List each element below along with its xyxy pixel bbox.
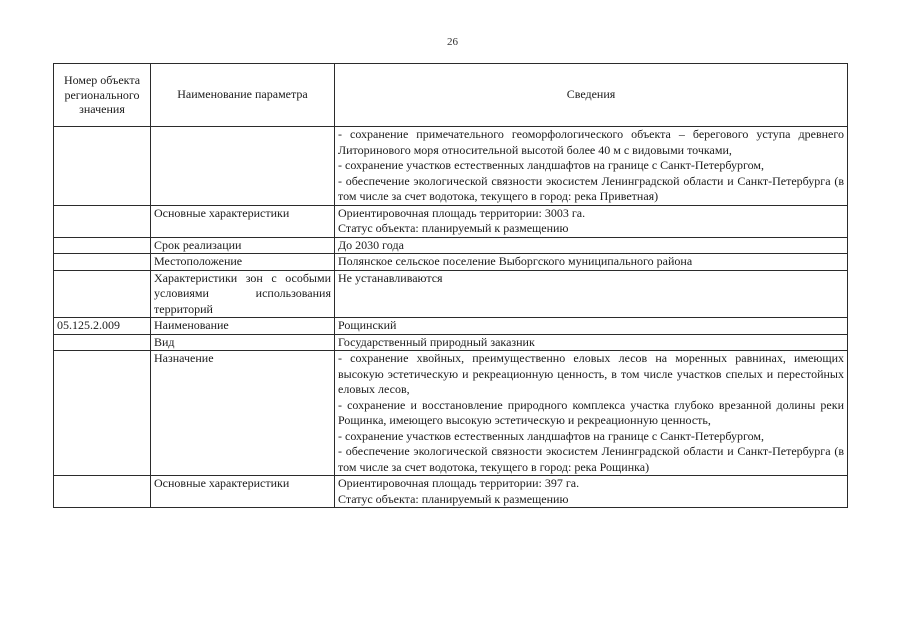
object-number-cell (54, 334, 151, 351)
parameter-name-cell: Местоположение (151, 254, 335, 271)
parameter-name-cell: Основные характеристики (151, 205, 335, 237)
detail-line: - сохранение участков естественных ландшафтов на границе с Санкт-Петербургом, (338, 428, 765, 443)
table-row (54, 127, 848, 206)
detail-line: - обеспечение экологической связности экосистем Ленинградской области и Санкт-Петербурга (в том числе за счет водотока, текущего в город: река Приветная) (338, 173, 844, 203)
details-cell: Не устанавливаются (335, 270, 848, 318)
detail-line: Статус объекта: планируемый к размещению (338, 221, 569, 235)
header-parameter-name: Наименование параметра (151, 64, 335, 127)
parameter-name-cell (151, 127, 335, 206)
table-row (54, 351, 848, 476)
object-number-cell (54, 205, 151, 237)
object-number-cell (54, 351, 151, 476)
parameter-name-cell: Наименование (151, 318, 335, 335)
detail-line: Ориентировочная площадь территории: 3003 га. (338, 205, 586, 220)
object-number-cell (54, 254, 151, 271)
object-number-cell (54, 270, 151, 318)
parameter-name-cell: Характеристики зон с особыми условиями использования территорий (151, 270, 335, 318)
detail-line: - сохранение примечательного геоморфологического объекта – берегового уступа древнего Литоринового моря относительной высотой более 40 м с видовыми точками, (338, 127, 844, 157)
detail-line: - сохранение хвойных, преимущественно еловых лесов на моренных равнинах, имеющих высокую эстетическую и рекреационную ценность, в том числе участков спелых и перестойных еловых лесов, (338, 351, 844, 396)
header-details: Сведения (335, 64, 848, 127)
table-header-row (54, 64, 848, 127)
parameter-name-cell: Вид (151, 334, 335, 351)
object-number-cell (54, 476, 151, 508)
detail-line: Ориентировочная площадь территории: 397 га. (338, 476, 580, 490)
details-cell: Государственный природный заказник (335, 334, 848, 351)
object-number-cell: 05.125.2.009 (54, 318, 151, 335)
details-cell (335, 205, 848, 237)
details-cell: Полянское сельское поселение Выборгского муниципального района (335, 254, 848, 271)
table-row (54, 334, 848, 351)
object-number-cell (54, 237, 151, 254)
details-cell (335, 351, 848, 476)
table-row (54, 270, 848, 318)
detail-line: - сохранение и восстановление природного комплекса участка глубоко врезанной долины реки Рощинка, имеющего высокую эстетическую и рекреационную ценность, (338, 397, 844, 427)
table-row (54, 254, 848, 271)
object-number-cell (54, 127, 151, 206)
details-cell: Рощинский (335, 318, 848, 335)
table-row (54, 318, 848, 335)
parameter-name-cell: Срок реализации (151, 237, 335, 254)
parameter-name-cell: Основные характеристики (151, 476, 335, 508)
detail-line: Статус объекта: планируемый к размещению (338, 491, 569, 506)
details-cell (335, 127, 848, 206)
detail-line: - обеспечение экологической связности экосистем Ленинградской области и Санкт-Петербурга (в том числе за счет водотока, текущего в город: река Рощинка) (338, 444, 844, 474)
table-row (54, 205, 848, 237)
parameter-name-cell: Назначение (151, 351, 335, 476)
table-row (54, 476, 848, 508)
header-object-number: Номер объекта регионального значения (54, 64, 151, 127)
detail-line: - сохранение участков естественных ландшафтов на границе с Санкт-Петербургом, (338, 158, 765, 172)
details-cell (335, 476, 848, 508)
parameters-table (53, 63, 848, 508)
table-row (54, 237, 848, 254)
details-cell: До 2030 года (335, 237, 848, 254)
page-number: 26 (447, 36, 458, 48)
